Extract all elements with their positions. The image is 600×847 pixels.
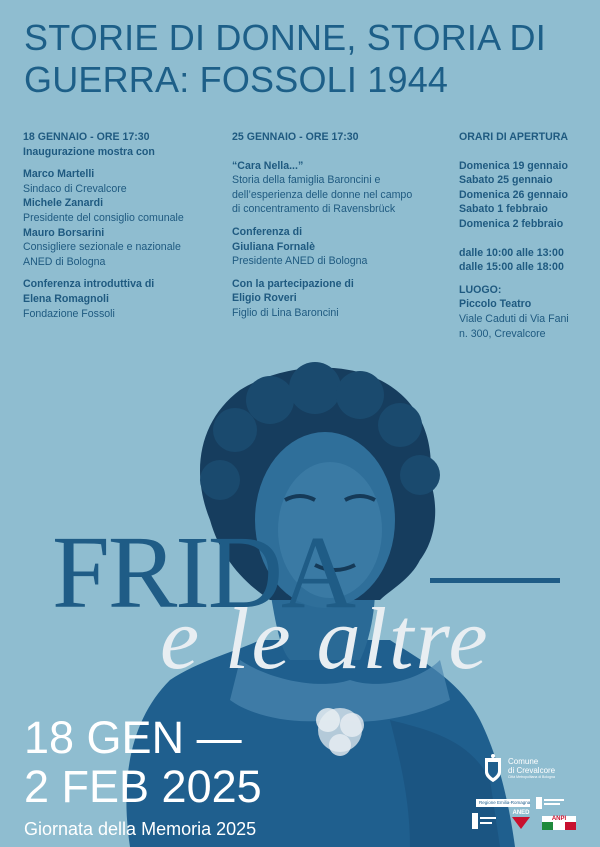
event-heading: 25 GENNAIO - ORE 17:30 xyxy=(232,131,359,143)
opening-hours: dalle 10:00 alle 13:00 xyxy=(459,246,564,259)
speaker-name: Marco Martelli xyxy=(23,168,95,181)
event-description: Storia della famiglia Baroncini e xyxy=(232,174,381,187)
column-conference xyxy=(232,130,442,321)
event-dates xyxy=(24,713,262,811)
opening-day: Domenica 19 gennaio xyxy=(459,159,568,172)
comune-logo-line1: Comune xyxy=(508,757,539,766)
dates-line-2: 2 FEB 2025 xyxy=(24,761,262,812)
poster-title: STORIE DI DONNE, STORIA DI GUERRA: FOSSOLI 1944 xyxy=(24,17,546,100)
conference-heading: Conferenza introduttiva di xyxy=(23,278,155,291)
comune-logo-line2: di Crevalcore xyxy=(508,766,556,775)
speaker-role: Figlio di Lina Baroncini xyxy=(232,306,339,319)
conference-heading: Conferenza di xyxy=(232,225,303,238)
aned-logo-text: ANED xyxy=(512,810,530,816)
event-heading: 18 GENNAIO - ORE 17:30 xyxy=(23,131,150,143)
event-subheading: Inaugurazione mostra con xyxy=(23,145,155,158)
fondazione-logo-icon xyxy=(472,813,498,829)
dates-line-1: 18 GEN — xyxy=(24,712,242,763)
headline-e-le-altre: e le altre xyxy=(160,591,490,688)
memorial-day-label: Giornata della Memoria 2025 xyxy=(24,819,257,839)
speaker-name: Michele Zanardi xyxy=(23,197,104,210)
headline-dash xyxy=(430,578,560,583)
speaker-role: Sindaco di Crevalcore xyxy=(23,182,127,195)
speaker-role: Fondazione Fossoli xyxy=(23,307,115,320)
region-logo-text: Regione Emilia-Romagna xyxy=(479,800,531,805)
speaker-name: Elena Romagnoli xyxy=(23,292,109,305)
speaker-role: Presidente del consiglio comunale xyxy=(23,211,184,224)
region-logo xyxy=(476,799,530,807)
column-inauguration xyxy=(23,130,223,321)
event-description: di concentramento di Ravensbrück xyxy=(232,203,396,216)
sponsor-logos xyxy=(472,750,592,845)
anpi-logo xyxy=(542,816,576,832)
metro-bologna-icon xyxy=(536,797,566,809)
comune-logo-line3: Città Metropolitana di Bologna xyxy=(508,775,555,779)
opening-day: Domenica 2 febbraio xyxy=(459,217,564,230)
speaker-role: Consigliere sezionale e nazionale xyxy=(23,241,181,254)
speaker-role: Presidente ANED di Bologna xyxy=(232,255,368,268)
opening-day: Sabato 1 febbraio xyxy=(459,203,548,216)
crevalcore-crest-icon xyxy=(482,754,504,784)
place-address: n. 300, Crevalcore xyxy=(459,327,546,340)
aned-triangle-icon xyxy=(510,816,532,830)
place-name: Piccolo Teatro xyxy=(459,298,532,311)
place-address: Viale Caduti di Via Fani xyxy=(459,312,569,325)
hours-heading: ORARI DI APERTURA xyxy=(459,131,569,143)
speaker-name: Giuliana Fornalè xyxy=(232,240,316,253)
participation-heading: Con la partecipazione di xyxy=(232,277,354,290)
column-opening-hours xyxy=(459,130,599,341)
place-heading: LUOGO: xyxy=(459,283,502,296)
speaker-name: Eligio Roveri xyxy=(232,292,297,305)
speaker-name: Mauro Borsarini xyxy=(23,226,105,239)
event-quote: “Cara Nella...” xyxy=(232,159,304,172)
event-description: dell’esperienza delle donne nel campo xyxy=(232,188,413,201)
opening-day: Sabato 25 gennaio xyxy=(459,174,553,187)
opening-day: Domenica 26 gennaio xyxy=(459,188,568,201)
opening-hours: dalle 15:00 alle 18:00 xyxy=(459,261,564,274)
headline-frida: FRIDA xyxy=(52,515,355,630)
aned-logo xyxy=(510,810,532,832)
anpi-logo-text: ANPI xyxy=(542,816,576,822)
speaker-role: ANED di Bologna xyxy=(23,255,106,268)
